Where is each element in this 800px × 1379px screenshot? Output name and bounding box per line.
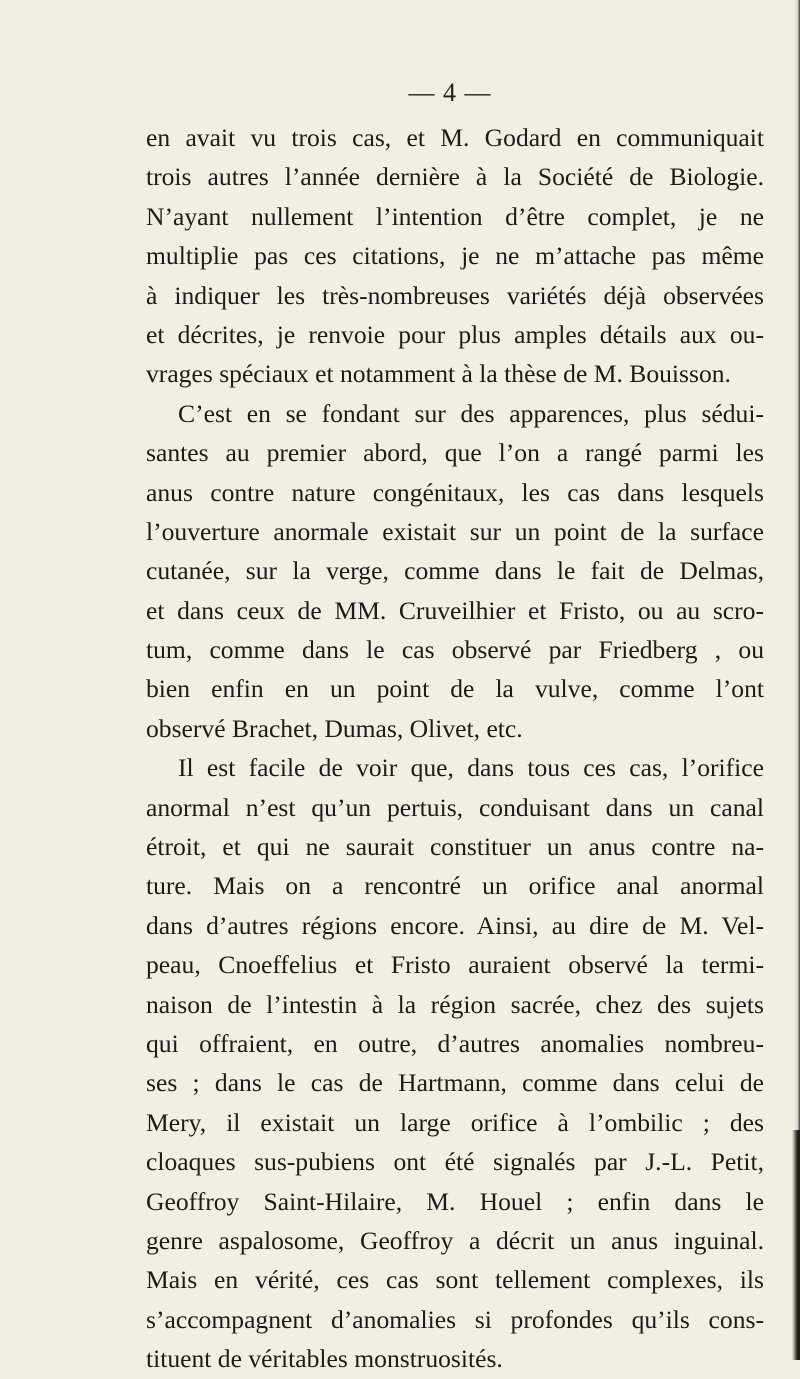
text-line: C’est en se fondant sur des apparences, plus sédui- [178, 398, 764, 428]
text-line: à indiquer les très-nombreuses variétés déjà observées [146, 280, 764, 310]
paragraph-1 [146, 118, 764, 394]
text-line: genre aspalosome, Geoffroy a décrit un anus inguinal. [146, 1225, 764, 1255]
body-text [146, 118, 764, 1379]
text-line: tituent de véritables monstruosités. [146, 1344, 503, 1374]
text-line: s’accompagnent d’anomalies si profondes qu’ils cons- [146, 1304, 764, 1334]
text-line: dans d’autres régions encore. Ainsi, au dire de M. Vel- [146, 910, 764, 940]
text-line: naison de l’intestin à la région sacrée, chez des sujets [146, 989, 764, 1019]
text-line: trois autres l’année dernière à la Société de Biologie. [146, 162, 764, 192]
text-line: observé Brachet, Dumas, Olivet, etc. [146, 713, 523, 743]
text-line: santes au premier abord, que l’on a rangé parmi les [146, 438, 764, 468]
text-line: et dans ceux de MM. Cruveilhier et Fristo, ou au scro- [146, 595, 764, 625]
text-line: peau, Cnoeffelius et Fristo auraient observé la termi- [146, 950, 764, 980]
text-line: qui offraient, en outre, d’autres anomalies nombreu- [146, 1028, 764, 1058]
text-line: ses ; dans le cas de Hartmann, comme dans celui de [146, 1068, 764, 1098]
text-line: tum, comme dans le cas observé par Friedberg , ou [146, 635, 764, 665]
text-line: cutanée, sur la verge, comme dans le fait de Delmas, [146, 556, 764, 586]
paragraph-2 [146, 394, 764, 749]
text-line: ture. Mais on a rencontré un orifice anal anormal [146, 871, 764, 901]
text-line: Mais en vérité, ces cas sont tellement complexes, ils [146, 1265, 764, 1295]
text-line: en avait vu trois cas, et M. Godard en communiquait [146, 123, 764, 152]
text-line: l’ouverture anormale existait sur un point de la surface [146, 516, 764, 546]
text-line: étroit, et qui ne saurait constituer un anus contre na- [146, 832, 764, 862]
text-line: cloaques sus-pubiens ont été signalés par J.-L. Petit, [146, 1147, 764, 1177]
text-line: anormal n’est qu’un pertuis, conduisant dans un canal [146, 792, 764, 822]
text-line: multiplie pas ces citations, je ne m’attache pas même [146, 241, 764, 271]
text-line: bien enfin en un point de la vulve, comme l’ont [146, 674, 764, 704]
text-line: vrages spéciaux et notamment à la thèse de M. Bouisson. [146, 359, 731, 389]
text-line: Il est facile de voir que, dans tous ces cas, l’orifice [178, 753, 764, 783]
text-line: anus contre nature congénitaux, les cas dans lesquels [146, 477, 764, 507]
page-number: — 4 — [408, 78, 492, 107]
text-line: Mery, il existait un large orifice à l’ombilic ; des [146, 1107, 764, 1137]
text-line: Geoffroy Saint-Hilaire, M. Houel ; enfin dans le [146, 1186, 764, 1216]
text-line: et décrites, je renvoie pour plus amples détails aux ou- [146, 319, 764, 349]
paragraph-3 [146, 748, 764, 1378]
text-line: N’ayant nullement l’intention d’être complet, je ne [146, 201, 764, 231]
page-edge-dark [792, 1130, 800, 1360]
